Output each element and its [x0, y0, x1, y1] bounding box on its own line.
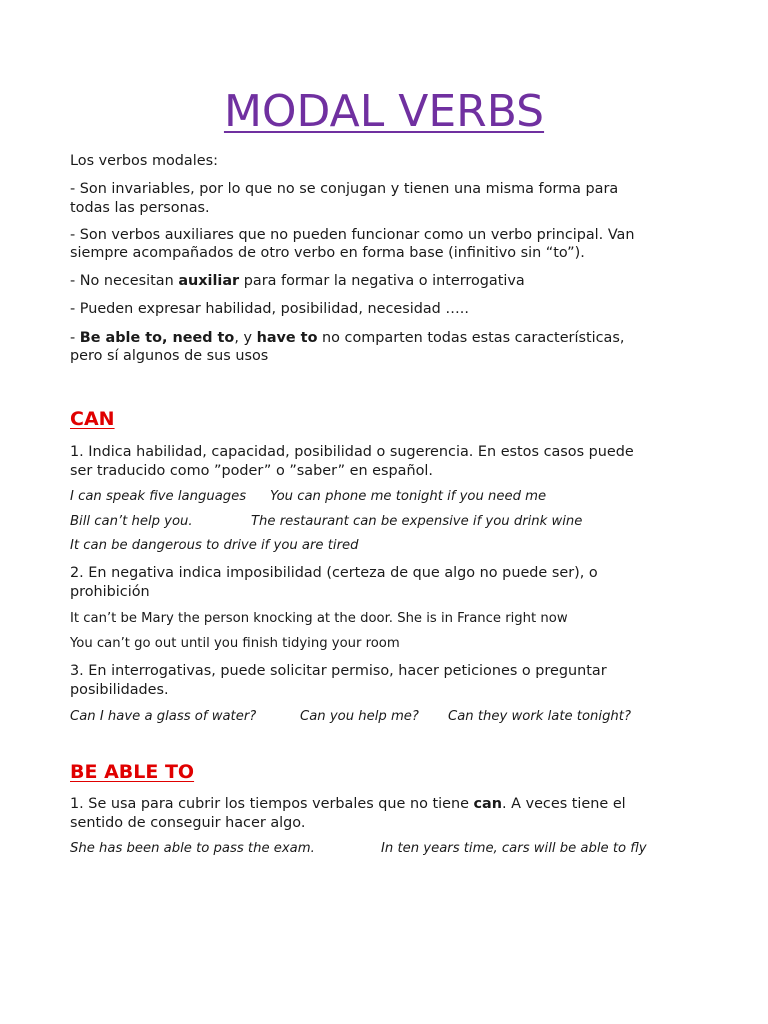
intro-point-2-line-2: siempre acompañados de otro verbo en forma base (infinitivo sin “to”).: [70, 245, 585, 261]
be-able-to-rule-1-line-1: 1. Se usa para cubrir los tiempos verbales que no tiene can. A veces tiene el: [70, 796, 626, 812]
can-example-1b: You can phone me tonight if you need me: [270, 489, 547, 504]
bold-can: can: [473, 796, 502, 812]
intro-point-3: - No necesitan auxiliar para formar la negativa o interrogativa: [70, 273, 525, 289]
can-rule-2-line-2: prohibición: [70, 584, 150, 600]
can-example-3: It can be dangerous to drive if you are tired: [70, 538, 359, 553]
can-rule-3-line-1: 3. En interrogativas, puede solicitar permiso, hacer peticiones o preguntar: [70, 663, 607, 679]
intro-point-1-line-2: todas las personas.: [70, 200, 210, 216]
can-rule-1-line-1: 1. Indica habilidad, capacidad, posibilidad o sugerencia. En estos casos puede: [70, 444, 634, 460]
bold-auxiliar: auxiliar: [178, 273, 240, 289]
can-example-2a: Bill can’t help you.: [70, 514, 193, 529]
section-heading-can: CAN: [70, 408, 115, 430]
be-able-to-example-1a: She has been able to pass the exam.: [70, 841, 315, 856]
intro-point-1-line-1: - Son invariables, por lo que no se conjugan y tienen una misma forma para: [70, 181, 619, 197]
can-rule-2-line-1: 2. En negativa indica imposibilidad (certeza de que algo no puede ser), o: [70, 565, 598, 581]
intro-point-4: - Pueden expresar habilidad, posibilidad, necesidad …..: [70, 301, 469, 317]
intro-point-5-line-1: - Be able to, need to, y have to no comparten todas estas características,: [70, 330, 625, 346]
intro-point-5-line-2: pero sí algunos de sus usos: [70, 348, 269, 364]
can-example-5: You can’t go out until you finish tidying your room: [70, 636, 400, 651]
be-able-to-example-1b: In ten years time, cars will be able to fly: [381, 841, 647, 856]
can-example-2b: The restaurant can be expensive if you drink wine: [251, 514, 583, 529]
intro-point-2-line-1: - Son verbos auxiliares que no pueden funcionar como un verbo principal. Van: [70, 227, 635, 243]
can-example-6a: Can I have a glass of water?: [70, 709, 257, 724]
can-example-1a: I can speak five languages: [70, 489, 247, 504]
can-example-4: It can’t be Mary the person knocking at the door. She is in France right now: [70, 611, 568, 626]
page-title: MODAL VERBS: [223, 86, 545, 137]
can-example-6c: Can they work late tonight?: [448, 709, 631, 724]
can-rule-3-line-2: posibilidades.: [70, 682, 169, 698]
section-heading-be-able-to: BE ABLE TO: [70, 761, 195, 783]
be-able-to-rule-1-line-2: sentido de conseguir hacer algo.: [70, 815, 306, 831]
can-rule-1-line-2: ser traducido como ”poder” o ”saber” en español.: [70, 463, 433, 479]
can-example-6b: Can you help me?: [300, 709, 419, 724]
intro-lead: Los verbos modales:: [70, 153, 218, 169]
